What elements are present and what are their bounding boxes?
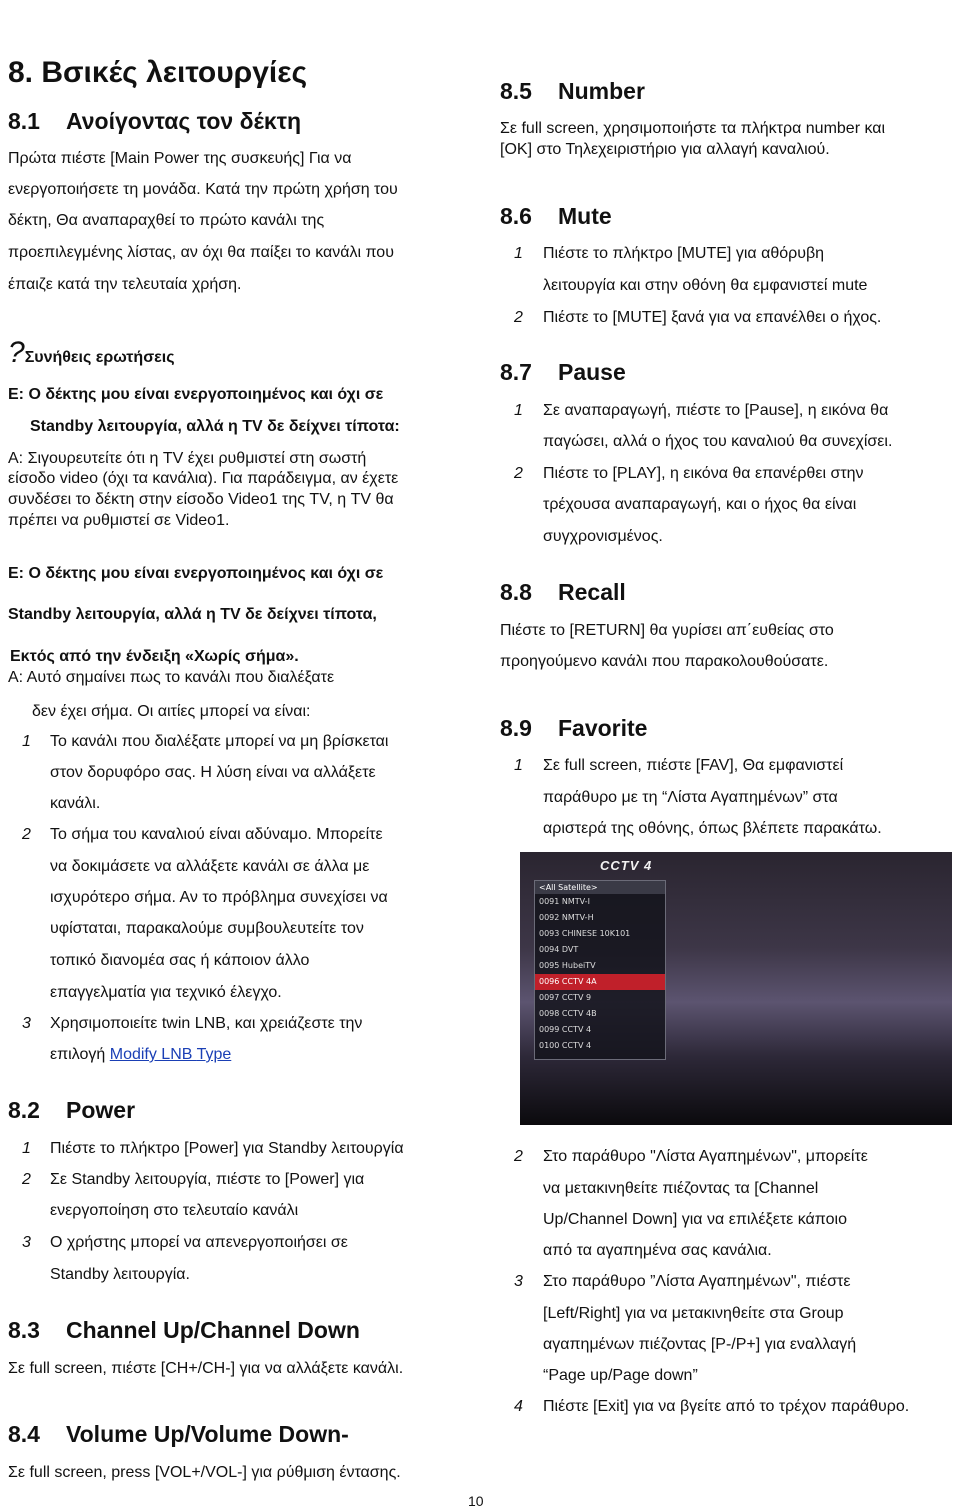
list-line: Σε full screen, πιέστε [FAV], Θα εμφανιστεί <box>543 757 844 774</box>
list-line: ενεργοποίηση στο τελευταίο κανάλι <box>50 1202 299 1219</box>
section-number: 8.6 <box>500 203 532 229</box>
answer-line: δεν έχει σήμα. Οι αιτίες μπορεί να είναι: <box>32 703 311 720</box>
channel-row: 0097 CCTV 9 <box>539 993 592 1002</box>
list-number: 1 <box>514 402 523 419</box>
type-link[interactable]: Type <box>196 1046 232 1063</box>
list-line: Το σήμα του καναλιού είναι αδύναμο. Μπορείτε <box>50 826 383 843</box>
list-number: 3 <box>22 1015 31 1032</box>
section-title: Recall <box>558 579 626 605</box>
section-number: 8.9 <box>500 715 532 741</box>
faq-heading <box>8 336 175 370</box>
list-line: “Page up/Page down” <box>543 1367 698 1384</box>
section-title: Power <box>66 1097 136 1123</box>
list-number: 2 <box>22 1171 31 1188</box>
list-line: κανάλι. <box>50 795 101 812</box>
section-8-2-heading <box>8 1097 135 1124</box>
list-line: παγώσει, αλλά ο ήχος του καναλιού θα συνεχίσει. <box>543 433 893 450</box>
section-8-6-heading <box>500 203 612 230</box>
list-line: επαγγελματία για τεχνικό έλεγχο. <box>50 984 282 1001</box>
list-line: συγχρονισμένος. <box>543 528 663 545</box>
section-title: Pause <box>558 359 626 385</box>
paragraph-line: Πιέστε το [RETURN] θα γυρίσει απ΄ευθείας στο <box>500 622 834 639</box>
channel-row: 0091 NMTV-I <box>539 897 590 906</box>
paragraph-line: δέκτη, Θα αναπαραχθεί το πρώτο κανάλι της <box>8 212 325 229</box>
list-line: Πιέστε το πλήκτρο [Power] για Standby λειτουργία <box>50 1140 404 1157</box>
section-title: Number <box>558 78 645 104</box>
paragraph-line: Πρώτα πιέστε [Main Power της συσκευής] Για να <box>8 150 352 167</box>
section-number: 8.1 <box>8 108 40 134</box>
list-line: αριστερά της οθόνης, όπως βλέπετε παρακάτω. <box>543 820 882 837</box>
question-line: Εκτός από την ένδειξη «Χωρίς σήμα». <box>10 648 299 665</box>
section-number: 8.5 <box>500 78 532 104</box>
list-line: Στο παράθυρο ”Λίστα Αγαπημένων", πιέστε <box>543 1273 851 1290</box>
list-line: Πιέστε το [MUTE] ξανά για να επανέλθει ο ήχος. <box>543 309 882 326</box>
section-title: Volume Up/Volume Down- <box>66 1421 349 1447</box>
faq-title: Συνήθεις ερωτήσεις <box>24 349 175 366</box>
answer-line: συνδέσει το δέκτη στην είσοδο Video1 της TV, η TV θα <box>8 491 394 508</box>
list-line: Πιέστε το πλήκτρο [MUTE] για αθόρυβη <box>543 245 825 262</box>
section-title: Ανοίγοντας τον δέκτη <box>66 108 302 134</box>
list-line: τοπικό διανομέα σας ή κάποιον άλλο <box>50 952 310 969</box>
list-line: αγαπημένων πιέζοντας [P-/P+] για εναλλαγή <box>543 1336 857 1353</box>
list-line: υφίσταται, παρακαλούμε συμβουλευτείτε τον <box>50 920 364 937</box>
paragraph-line: ενεργοποιήσετε τη μονάδα. Κατά την πρώτη χρήση του <box>8 181 398 198</box>
list-line: παράθυρο με τη “Λίστα Αγαπημένων” στα <box>543 789 838 806</box>
channel-row-selected: 0096 CCTV 4A <box>535 974 665 990</box>
channel-row: 0093 CHINESE 10K101 <box>539 929 631 938</box>
list-number: 1 <box>22 1140 31 1157</box>
channel-row: 0095 HubeiTV <box>539 961 596 970</box>
list-line: να μετακινηθείτε πιέζοντας τα [Channel <box>543 1180 819 1197</box>
answer-line: Α: Αυτό σημαίνει πως το κανάλι που διαλέξατε <box>8 669 335 686</box>
paragraph-line: προηγούμενο κανάλι που παρακολουθούσατε. <box>500 653 829 670</box>
list-line: Ο χρήστης μπορεί να απενεργοποιήσει σε <box>50 1234 348 1251</box>
answer-line: πρέπει να ρυθμιστεί σε Video1. <box>8 512 230 529</box>
section-number: 8.4 <box>8 1421 40 1447</box>
list-line: Σε Standby λειτουργία, πιέστε το [Power] για <box>50 1171 365 1188</box>
list-line: Standby λειτουργία. <box>50 1266 190 1283</box>
list-line: τρέχουσα αναπαραγωγή, και ο ήχος θα είναι <box>543 496 857 513</box>
section-8-8-heading <box>500 579 626 606</box>
section-title: Mute <box>558 203 612 229</box>
paragraph-line: προεπιλεγμένης λίστας, αν όχι θα παίξει το κανάλι που <box>8 244 394 261</box>
list-number: 3 <box>22 1234 31 1251</box>
section-number: 8.8 <box>500 579 532 605</box>
list-line: Up/Channel Down] για να επιλέξετε κάποιο <box>543 1211 847 1228</box>
list-line: Χρησιμοποιείτε twin LNB, και χρειάζεστε την <box>50 1015 363 1032</box>
section-8-4-heading <box>8 1421 349 1448</box>
list-number: 2 <box>514 465 523 482</box>
question-line: Standby λειτουργία, αλλά η TV δε δείχνει τίποτα: <box>30 418 400 435</box>
channel-row: 0094 DVT <box>539 945 579 954</box>
list-line: Στο παράθυρο "Λίστα Αγαπημένων", μπορείτε <box>543 1148 868 1165</box>
list-line: Πιέστε [Exit] για να βγείτε από το τρέχον παράθυρο. <box>543 1398 910 1415</box>
list-line: [Left/Right] για να μετακινηθείτε στα Group <box>543 1305 844 1322</box>
section-8-3-heading <box>8 1317 360 1344</box>
channel-logo: CCTV 4 <box>600 858 653 873</box>
question-line: Ε: Ο δέκτης μου είναι ενεργοποιημένος και όχι σε <box>8 565 384 582</box>
list-line-prefix: επιλογή <box>50 1046 110 1063</box>
favorite-list-header: <All Satellite> <box>535 881 665 894</box>
channel-row: 0100 CCTV 4 <box>539 1041 592 1050</box>
list-line: στον δορυφόρο σας. Η λύση είναι να αλλάξετε <box>50 764 376 781</box>
list-number: 2 <box>514 309 523 326</box>
question-line: Ε: Ο δέκτης μου είναι ενεργοποιημένος και όχι σε <box>8 386 384 403</box>
section-8-9-heading <box>500 715 647 742</box>
channel-row: 0092 NMTV-H <box>539 913 594 922</box>
channel-row: 0098 CCTV 4B <box>539 1009 597 1018</box>
favorite-list-screenshot <box>520 852 952 1125</box>
paragraph-line: Σε full screen, χρησιμοποιήστε τα πλήκτρα number και <box>500 120 886 137</box>
section-title: Channel Up/Channel Down <box>66 1317 360 1343</box>
list-line: Πιέστε το [PLAY], η εικόνα θα επανέρθει στην <box>543 465 864 482</box>
list-line: Το κανάλι που διαλέξατε μπορεί να μη βρίσκεται <box>50 733 389 750</box>
modify-lnb-link[interactable]: Modify LNB <box>109 1046 197 1063</box>
section-8-7-heading <box>500 359 626 386</box>
paragraph-line: έπαιζε κατά την τελευταία χρήση. <box>8 276 242 293</box>
page-number: 10 <box>468 1493 484 1509</box>
list-line: από τα αγαπημένα σας κανάλια. <box>543 1242 772 1259</box>
section-number: 8.7 <box>500 359 532 385</box>
paragraph-line: [OK] στο Τηλεχειριστήριο για αλλαγή καναλιού. <box>500 141 830 158</box>
answer-line: είσοδο video (όχι τα κανάλια). Για παράδειγμα, αν έχετε <box>8 470 399 487</box>
list-line: λειτουργία και στην οθόνη θα εμφανιστεί mute <box>543 277 868 294</box>
list-number: 3 <box>514 1273 523 1290</box>
paragraph-line: Σε full screen, πιέστε [CH+/CH-] για να αλλάξετε κανάλι. <box>8 1360 404 1377</box>
section-number: 8.2 <box>8 1097 40 1123</box>
list-number: 2 <box>22 826 31 843</box>
favorite-list-panel <box>534 880 666 1060</box>
list-line: Σε αναπαραγωγή, πιέστε το [Pause], η εικόνα θα <box>543 402 889 419</box>
question-mark-icon: ? <box>8 336 25 369</box>
question-line: Standby λειτουργία, αλλά η TV δε δείχνει τίποτα, <box>8 606 377 623</box>
answer-line: Α: Σιγουρευτείτε ότι η TV έχει ρυθμιστεί στη σωστή <box>8 450 367 467</box>
list-line: να δοκιμάσετε να αλλάξετε κανάλι σε άλλα με <box>50 858 370 875</box>
paragraph-line: Σε full screen, press [VOL+/VOL-] για ρύθμιση έντασης. <box>8 1464 401 1481</box>
list-number: 4 <box>514 1398 523 1415</box>
list-number: 1 <box>514 757 523 774</box>
list-number: 1 <box>514 245 523 262</box>
section-title: Favorite <box>558 715 648 741</box>
list-number: 1 <box>22 733 31 750</box>
section-8-5-heading <box>500 78 645 105</box>
chapter-title: 8. Βσικές λειτουργίες <box>8 56 308 89</box>
list-number: 2 <box>514 1148 523 1165</box>
section-number: 8.3 <box>8 1317 40 1343</box>
section-8-1-heading <box>8 108 301 135</box>
list-line: ισχυρότερο σήμα. Αν το πρόβλημα συνεχίσει να <box>50 889 388 906</box>
list-line <box>50 1046 231 1064</box>
channel-row: 0099 CCTV 4 <box>539 1025 592 1034</box>
